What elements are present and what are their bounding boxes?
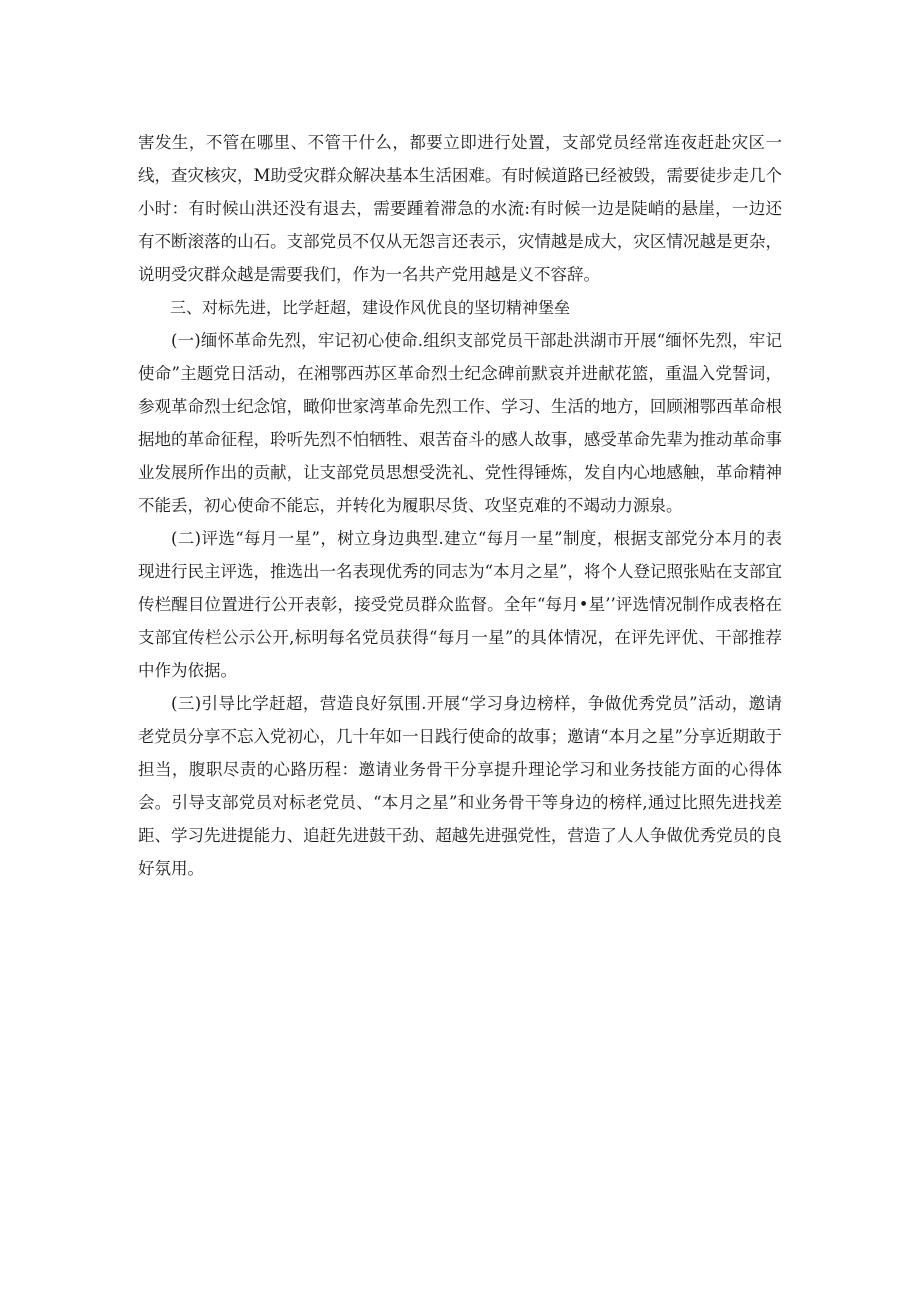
paragraph-emulation: (三)引导比学赶超，营造良好氛围.开展“学习身边榜样，争做优秀党员”活动，邀请老党员分享不忘入党初心，几十年如一日践行使命的故事；邀请“本月之星”分享近期敢于担当，腹职尽责的心路历程：邀请业务骨干分享提升理论学习和业务技能方面的心得体会。引导支部党员对标老党员、“本月之星”和业务骨干等身边的榜样,通过比照先进找差距、学习先进提能力、追赶先进鼓干劲、超越先进强党性，营造了人人争做优秀党员的良好氛用。 xyxy=(138,694,782,878)
paragraph-martyrs: (一)缅怀革命先烈，牢记初心使命.组织支部党员干部赴洪湖市开展“缅怀先烈，牢记使命”主题党日活动，在湘鄂西苏区革命烈士纪念碑前默哀并进献花篮，重温入党誓词，参观革命烈士纪念馆，瞰仰世家湾革命先烈工作、学习、生活的地方，回顾湘鄂西革命根据地的革命征程，聆听先烈不怕牺牲、艰苦奋斗的感人故事，感受革命先辈为推动革命事业发展所作出的贡献，让支部党员思想受洗礼、党性得锤炼，发自内心地感触，革命精神不能丢，初心使命不能忘，并转化为履职尽货、攻坚克难的不竭动力源泉。 xyxy=(138,331,782,515)
document-body xyxy=(138,126,782,885)
paragraph-monthly-star: (二)评选“每月一星”，树立身边典型.建立“每月一星”制度，根据支部党分本月的表现进行民主评选，推选出一名表现优秀的同志为“本月之星”，将个人登记照张贴在支部宜传栏醒目位置进行公开表彰，接受党员群众监督。全年“每月•星’’评选情况制作成表格在支部宜传栏公示公开,标明每名党员获得“每月一星”的具体情况，在评先评优、干部推荐中作为依据。 xyxy=(138,529,782,680)
paragraph-disaster-relief: 害发生，不管在哪里、不管干什么，都要立即进行处置，支部党员经常连夜赶赴灾区一线，查灾核灾，M助受灾群众解决基本生活困难。有时候道路已经被毁，需要徒步走几个小时：有时候山洪还没有退去，需要踵着滞急的水流:有时候一边是陡峭的悬崖，一边还有不断滚落的山石。支部党员不仅从无怨言还表示，灾情越是成大，灾区情况越是更杂，说明受灾群众越是需要我们，作为一名共产党用越是义不容辞。 xyxy=(138,133,782,284)
section-heading-three: 三、对标先进，比学赶超，建设作风优良的坚切精神堡垒 xyxy=(170,298,571,317)
